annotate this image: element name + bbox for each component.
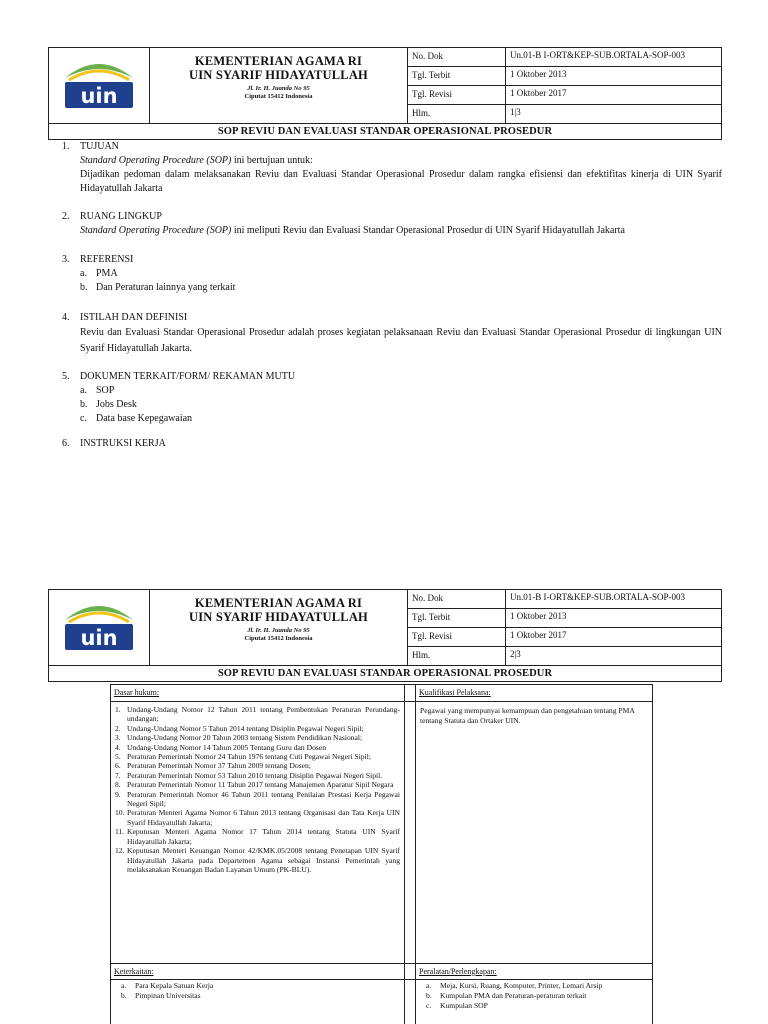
peralatan-list — [416, 981, 652, 1011]
law-number: 7. — [115, 770, 121, 780]
law-number: 2. — [115, 723, 121, 733]
law-item — [115, 827, 400, 846]
law-text: Peraturan Pemerintah Nomor 37 Tahun 2009 tentang Dosen; — [127, 761, 311, 771]
meta-value-doc: Un.01-B I-ORT&KEP-SUB.ORTALA-SOP-003 — [510, 50, 685, 60]
header-page-2 — [48, 589, 722, 682]
section-title: TUJUAN — [80, 141, 119, 152]
law-text: Keputusan Menteri Keuangan Nomor 42/KMK.05/2008 tentang Penetapan UIN Syarif Hidayatullah Jakarta pada Departemen Agama sebagai Instansi Pemerintah yang melaksanakan Keuangan Badan Layanan Umum (PK-BLU). — [127, 846, 400, 874]
section-instruksi — [62, 437, 722, 451]
law-number: 12. — [115, 846, 125, 856]
meta-label-issued: Tgl. Terbit — [408, 609, 506, 627]
law-item — [115, 761, 400, 770]
section-number: 4. — [62, 312, 70, 323]
section-istilah — [62, 311, 722, 357]
law-text: Peraturan Pemerintah Nomor 24 Tahun 1976 tentang Cuti Pegawai Negeri Sipil; — [127, 752, 371, 762]
section-dokumen — [62, 370, 722, 426]
law-item — [115, 790, 400, 809]
peralatan-label: Peralatan/Perlengkapan: — [419, 967, 497, 976]
logo-text: uin — [80, 626, 118, 650]
law-item — [115, 743, 400, 752]
list-letter: b. — [80, 282, 88, 293]
meta-value-page: 2|3 — [510, 649, 521, 659]
list-item: Data base Kepegawaian — [96, 413, 193, 424]
list-letter: a. — [80, 385, 87, 396]
column-gap — [405, 685, 416, 1024]
law-number: 6. — [115, 761, 121, 771]
list-letter: a. — [121, 981, 127, 990]
list-item: SOP — [96, 385, 115, 396]
institution-name-1: KEMENTERIAN AGAMA RI — [194, 596, 363, 610]
law-text: Undang-Undang Nomor 12 Tahun 2011 tentang Pembentukan Peraturan Perundang-undangan; — [127, 705, 400, 724]
law-list — [111, 702, 404, 874]
law-text: Undang-Undang Nomor 5 Tahun 2014 tentang Disiplin Pegawai Negeri Sipil; — [127, 723, 364, 733]
law-item — [115, 705, 400, 724]
section-text: Reviu dan Evaluasi Standar Operasional Prosedur adalah proses kegiatan pelaksanaan Reviu dan Evaluasi Standar Operasional Prosedur di lingkungan UIN Syarif Hidayatullah Jakarta. — [80, 327, 722, 354]
document-meta — [408, 48, 721, 123]
keterkaitan-label: Keterkaitan: — [114, 967, 154, 976]
address-line-2: Ciputat 15412 Indonesia — [244, 93, 313, 100]
law-item — [115, 752, 400, 761]
kualifikasi-text: Pegawai yang mempunyai kemampuan dan pengetahuan tentang PMA tentang Statuta dan Ortaker UIN. — [420, 706, 635, 725]
section-number: 2. — [62, 211, 70, 222]
law-number: 5. — [115, 752, 121, 762]
list-letter: b. — [426, 991, 432, 1000]
list-item: Jobs Desk — [96, 399, 137, 410]
address-line-1: Jl. Ir. H. Juanda No 95 — [247, 627, 310, 634]
list-letter: b. — [121, 991, 127, 1000]
section-ruang-lingkup — [62, 210, 722, 238]
law-text: Undang-Undang Nomor 20 Tahun 2003 tentang Sistem Pendidikan Nasional; — [127, 733, 363, 743]
institution-name-2: UIN SYARIF HIDAYATULLAH — [189, 610, 368, 624]
address-line-2: Ciputat 15412 Indonesia — [244, 635, 313, 642]
law-text: Peraturan Pemerintah Nomor 11 Tahun 2017 tentang Manajemen Aparatur Sipil Negara — [127, 780, 394, 790]
sop-title: SOP REVIU DAN EVALUASI STANDAR OPERASIONAL PROSEDUR — [217, 668, 553, 679]
header-page-1 — [48, 47, 722, 140]
list-item: Para Kepala Satuan Kerja — [135, 981, 214, 990]
meta-value-page: 1|3 — [510, 107, 521, 117]
section-lead: ini bertujuan untuk: — [231, 155, 313, 166]
list-letter: c. — [426, 1001, 432, 1010]
law-number: 10. — [115, 808, 125, 818]
left-column — [111, 685, 405, 1024]
logo-text: uin — [80, 84, 118, 108]
meta-value-issued: 1 Oktober 2013 — [510, 69, 567, 79]
law-number: 8. — [115, 780, 121, 790]
list-item: Kumpulan SOP — [440, 1001, 488, 1010]
institution-name-2: UIN SYARIF HIDAYATULLAH — [189, 68, 368, 82]
sop-info-table — [110, 684, 653, 1024]
section-title: DOKUMEN TERKAIT/FORM/ REKAMAN MUTU — [80, 371, 296, 382]
law-item — [115, 846, 400, 874]
law-item — [115, 733, 400, 742]
meta-label-page: Hlm. — [408, 647, 506, 665]
law-text: Peraturan Menteri Agama Nomor 6 Tahun 2013 tentang Organisasi dan Tata Kerja UIN Syarif Hidayatullah Jakarta; — [127, 808, 400, 827]
list-letter: b. — [80, 399, 88, 410]
section-number: 3. — [62, 254, 70, 265]
section-number: 1. — [62, 141, 70, 152]
keterkaitan-list — [111, 981, 404, 1001]
section-title: INSTRUKSI KERJA — [80, 438, 166, 449]
law-number: 11. — [115, 827, 125, 837]
dasar-hukum-label: Dasar hukum: — [111, 685, 404, 702]
list-item: Dan Peraturan lainnya yang terkait — [96, 282, 236, 293]
uin-logo — [49, 48, 150, 123]
meta-label-issued: Tgl. Terbit — [408, 67, 506, 85]
list-item: Kumpulan PMA dan Peraturan-peraturan terkait — [440, 991, 587, 1000]
list-item: Meja, Kursi, Ruang, Komputer, Printer, Lemari Arsip — [440, 981, 603, 990]
meta-label-doc: No. Dok — [408, 590, 506, 608]
meta-value-revised: 1 Oktober 2017 — [510, 88, 567, 98]
section-lead: ini meliputi Reviu dan Evaluasi Standar Operasional Prosedur di UIN Syarif Hidayatullah Jakarta — [231, 225, 625, 236]
uin-logo — [49, 590, 150, 665]
meta-label-page: Hlm. — [408, 105, 506, 123]
law-item — [115, 771, 400, 780]
law-text: Undang-Undang Nomor 14 Tahun 2005 Tentang Guru dan Dosen — [127, 742, 327, 752]
list-item: Pimpinan Universitas — [135, 991, 201, 1000]
law-item — [115, 780, 400, 789]
right-column — [416, 685, 652, 1024]
section-referensi — [62, 253, 722, 295]
list-item: PMA — [96, 268, 118, 279]
list-letter: a. — [426, 981, 432, 990]
law-number: 4. — [115, 742, 121, 752]
law-text: Peraturan Pemerintah Nomor 53 Tahun 2010 tentang Disiplin Pegawai Negeri Sipil. — [127, 770, 383, 780]
meta-value-issued: 1 Oktober 2013 — [510, 611, 567, 621]
law-item — [115, 724, 400, 733]
section-title: REFERENSI — [80, 254, 134, 265]
address-line-1: Jl. Ir. H. Juanda No 95 — [247, 85, 310, 92]
meta-label-revised: Tgl. Revisi — [408, 628, 506, 646]
section-tujuan — [62, 140, 722, 196]
list-letter: a. — [80, 268, 87, 279]
kualifikasi-label: Kualifikasi Pelaksana: — [416, 685, 652, 702]
sop-title: SOP REVIU DAN EVALUASI STANDAR OPERASIONAL PROSEDUR — [217, 126, 553, 137]
meta-label-revised: Tgl. Revisi — [408, 86, 506, 104]
law-text: Keputusan Menteri Agama Nomor 17 Tahun 2014 tentang Statuta UIN Syarif Hidayatullah Jakarta; — [127, 827, 400, 846]
institution-name-1: KEMENTERIAN AGAMA RI — [194, 54, 363, 68]
meta-value-revised: 1 Oktober 2017 — [510, 630, 567, 640]
sop-term: Standard Operating Procedure (SOP) — [80, 155, 232, 166]
list-letter: c. — [80, 413, 87, 424]
meta-label-doc: No. Dok — [408, 48, 506, 66]
law-number: 9. — [115, 789, 121, 799]
document-meta — [408, 590, 721, 665]
meta-value-doc: Un.01-B I-ORT&KEP-SUB.ORTALA-SOP-003 — [510, 592, 685, 602]
law-number: 3. — [115, 733, 121, 743]
sop-term: Standard Operating Procedure (SOP) — [80, 225, 232, 236]
section-text: Dijadikan pedoman dalam melaksanakan Reviu dan Evaluasi Standar Operasional Prosedur dalam rangka efisiensi dan efektifitas kinerja di UIN Syarif Hidayatullah Jakarta — [80, 169, 722, 194]
section-title: RUANG LINGKUP — [80, 211, 162, 222]
law-number: 1. — [115, 705, 121, 714]
law-text: Peraturan Pemerintah Nomor 46 Tahun 2011 tentang Penilaian Prestasi Kerja Pegawai Negeri Sipil; — [127, 789, 400, 809]
section-number: 6. — [62, 438, 70, 449]
section-title: ISTILAH DAN DEFINISI — [80, 312, 188, 323]
law-item — [115, 808, 400, 827]
section-number: 5. — [62, 371, 70, 382]
